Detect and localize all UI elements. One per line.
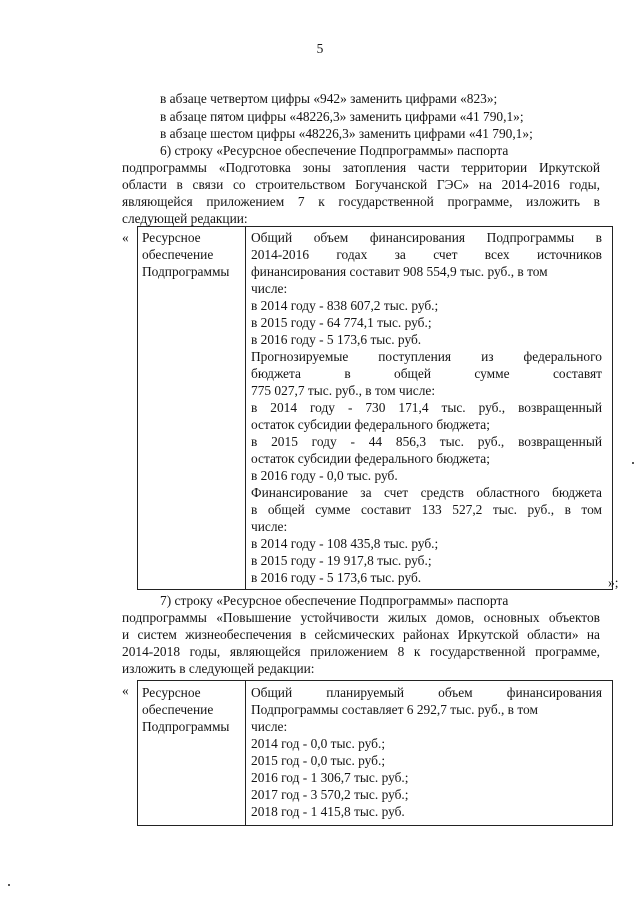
table1-right-line-10: 775 027,7 тыс. руб., в том числе: — [251, 383, 436, 398]
table1-right-line-16: Финансирование за счет средств областного бюджета — [251, 485, 602, 500]
item6-line-2: подпрограммы «Подготовка зоны затопления части территории Иркутской — [122, 160, 600, 175]
page-number: 5 — [316, 41, 324, 56]
table1-right-line-2: 2014-2016 годах за счет всех источников — [251, 247, 602, 262]
table2-right-line-3: числе: — [251, 719, 288, 734]
table1-left-line-1: Ресурсное — [142, 230, 201, 245]
table2-open-quote: « — [122, 683, 129, 698]
table2-right-line-5: 2015 год - 0,0 тыс. руб.; — [251, 753, 386, 768]
table1-left-line-3: Подпрограммы — [142, 264, 230, 279]
intro-line-1: в абзаце четвертом цифры «942» заменить цифрами «823»; — [160, 91, 498, 106]
table1-right-line-18: числе: — [251, 519, 288, 534]
item7-line-4: 2014-2018 годы, являющейся приложением 8 к государственной программе, — [122, 644, 600, 659]
intro-line-3: в абзаце шестом цифры «48226,3» заменить цифрами «41 790,1»; — [160, 126, 533, 141]
scan-speck — [8, 884, 10, 886]
intro-line-2: в абзаце пятом цифры «48226,3» заменить цифрами «41 790,1»; — [160, 109, 524, 124]
table1-right-line-11: в 2014 году - 730 171,4 тыс. руб., возвращенный — [251, 400, 602, 415]
table1-right-line-5: в 2014 году - 838 607,2 тыс. руб.; — [251, 298, 439, 313]
table1-right-line-17: в общей сумме составит 133 527,2 тыс. руб., в том — [251, 502, 602, 517]
item7-line-2: подпрограммы «Повышение устойчивости жилых домов, основных объектов — [122, 610, 600, 625]
item7-line-5: изложить в следующей редакции: — [122, 661, 315, 676]
item6-line-4: являющейся приложением 7 к государственной программе, изложить в — [122, 194, 600, 209]
table2-right-line-1: Общий планируемый объем финансирования — [251, 685, 602, 700]
item6-line-1: 6) строку «Ресурсное обеспечение Подпрограммы» паспорта — [160, 143, 509, 158]
table2-left-line-2: обеспечение — [142, 702, 214, 717]
table2-right-line-2: Подпрограммы составляет 6 292,7 тыс. руб., в том — [251, 702, 538, 717]
table1-right-line-7: в 2016 году - 5 173,6 тыс. руб. — [251, 332, 422, 347]
table1-right-line-3: финансирования составит 908 554,9 тыс. руб., в том — [251, 264, 548, 279]
table1-right-line-21: в 2016 году - 5 173,6 тыс. руб. — [251, 570, 422, 585]
table1-right-line-12: остаток субсидии федерального бюджета; — [251, 417, 490, 432]
table1-close-quote: »; — [608, 575, 619, 590]
table1-right-line-15: в 2016 году - 0,0 тыс. руб. — [251, 468, 398, 483]
table1-right-line-1: Общий объем финансирования Подпрограммы в — [251, 230, 602, 245]
table2-left-line-3: Подпрограммы — [142, 719, 230, 734]
item6-line-3: области в связи со строительством Богучанской ГЭС» на 2014-2016 годы, — [122, 177, 600, 192]
table2-right-line-8: 2018 год - 1 415,8 тыс. руб. — [251, 804, 405, 819]
table2-right-line-6: 2016 год - 1 306,7 тыс. руб.; — [251, 770, 409, 785]
table2-right-line-4: 2014 год - 0,0 тыс. руб.; — [251, 736, 386, 751]
table1-right-line-9: бюджета в общей сумме составят — [251, 366, 602, 381]
table2-right-line-7: 2017 год - 3 570,2 тыс. руб.; — [251, 787, 409, 802]
table2-left-line-1: Ресурсное — [142, 685, 201, 700]
item6-line-5: следующей редакции: — [122, 211, 248, 226]
table1-right-line-19: в 2014 году - 108 435,8 тыс. руб.; — [251, 536, 439, 551]
table2-divider — [245, 681, 246, 825]
table1-right-line-8: Прогнозируемые поступления из федерального — [251, 349, 602, 364]
table1-divider — [245, 227, 246, 589]
scan-speck — [632, 462, 634, 464]
table1-right-line-6: в 2015 году - 64 774,1 тыс. руб.; — [251, 315, 432, 330]
table1-left-line-2: обеспечение — [142, 247, 214, 262]
table1-right-line-14: остаток субсидии федерального бюджета; — [251, 451, 490, 466]
table1-right-line-4: числе: — [251, 281, 288, 296]
item7-line-1: 7) строку «Ресурсное обеспечение Подпрограммы» паспорта — [160, 593, 509, 608]
table1-right-line-13: в 2015 году - 44 856,3 тыс. руб., возвращенный — [251, 434, 602, 449]
table1-right-line-20: в 2015 году - 19 917,8 тыс. руб.; — [251, 553, 432, 568]
table1-open-quote: « — [122, 230, 129, 245]
item7-line-3: и систем жизнеобеспечения в сейсмических районах Иркутской области» на — [122, 627, 600, 642]
